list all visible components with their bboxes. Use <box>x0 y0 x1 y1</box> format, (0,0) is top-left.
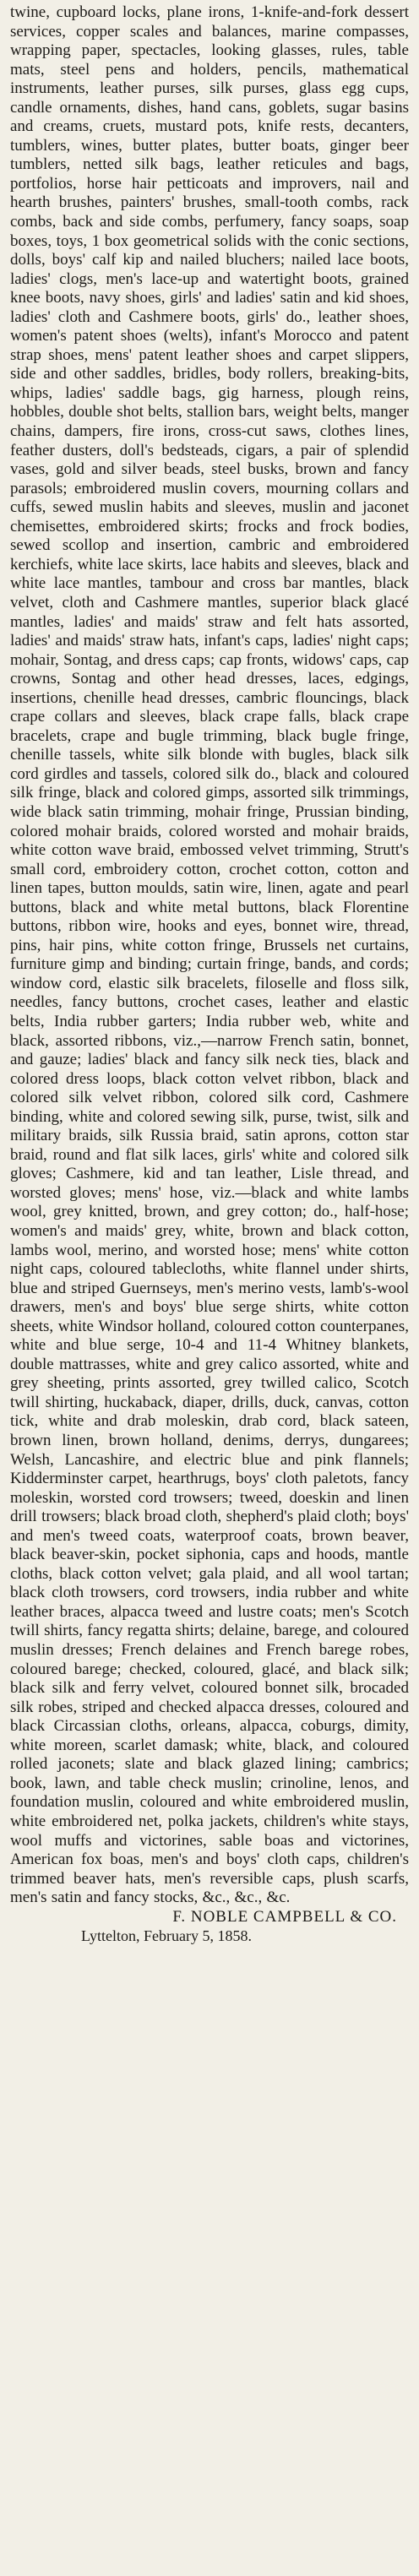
advertisement-body-text: twine, cupboard locks, plane irons, 1-knife-and-fork dessert services, copper scales and balances, marine compasses, wrapping paper, spectacles, looking glasses, rules, table mats, steel pens and holders, pencils, mathematical instruments, leather purses, silk purses, glass egg cups, candle ornaments, dishes, hand cans, goblets, sugar basins and creams, cruets, mustard pots, knife rests, decanters, tumblers, wines, butter plates, butter boats, ginger beer tumblers, netted silk bags, leather reticules and bags, portfolios, horse hair petticoats and improvers, nail and hearth brushes, painters' brushes, small-tooth combs, rack combs, back and side combs, perfumery, fancy soaps, soap boxes, toys, 1 box geometrical solids with the conic sections, dolls, boys' calf kip and nailed bluchers; nailed lace boots, ladies' clogs, men's lace-up and watertight boots, grained knee boots, navy shoes, girls' and ladies' satin and kid shoes, ladies' cloth and Cashmere boots, girls' do., leather shoes, women's patent shoes (welts), infant's Morocco and patent strap shoes, mens' patent leather shoes and carpet slippers, side and other saddles, bridles, body rollers, breaking-bits, whips, ladies' saddle bags, gig harness, plough reins, hobbles, double shot belts, stallion bars, weight belts, manger chains, dampers, fire irons, cross-cut saws, clothes lines, feather dusters, doll's bedsteads, cigars, a pair of splendid vases, gold and silver beads, steel busks, brown and fancy parasols; embroidered muslin covers, mourning collars and cuffs, sewed muslin habits and sleeves, muslin and jaconet chemisettes, embroidered skirts; frocks and frock bodies, sewed scollop and insertion, cambric and embroidered kerchiefs, white lace skirts, lace habits and sleeves, black and white lace mantles, tambour and cross bar mantles, black velvet, cloth and Cashmere mantles, superior black glacé mantles, ladies' and maids' straw and felt hats assorted, ladies' and maids' straw hats, infant's caps, ladies' night caps; mohair, Sontag, and dress caps; cap fronts, widows' caps, cap crowns, Sontag and other head dresses, laces, edgings, insertions, chenille head dresses, cambric flouncings, black crape collars and sleeves, black crape falls, black crape bracelets, crape and bugle trimming, black bugle fringe, chenille tassels, white silk blonde with bugles, black silk cord girdles and tassels, colored silk do., black and coloured silk fringe, black and colored gimps, assorted silk trimmings, wide black satin trimming, mohair fringe, Prussian binding, colored mohair braids, colored worsted and mohair braids, white cotton wave braid, embossed velvet trimming, Strutt's small cord, embroidery cotton, crochet cotton, cotton and linen tapes, button moulds, satin wire, linen, agate and pearl buttons, black and white metal buttons, black Florentine buttons, ribbon wire, hooks and eyes, bonnet wire, thread, pins, hair pins, white cotton fringe, Brussels net curtains, furniture gimp and binding; curtain fringe, bands, and cords; window cord, elastic silk bracelets, filoselle and floss silk, needles, fancy buttons, crochet cases, leather and elastic belts, India rubber garters; India rubber web, white and black, assorted ribbons, viz.,—narrow French satin, bonnet, and gauze; ladies' black and fancy silk neck ties, black and colored dress loops, black cotton velvet ribbon, black and colored silk velvet ribbon, colored silk cord, Cashmere binding, white and colored sewing silk, purse, twist, silk and military braids, silk Russia braid, satin aprons, cotton star braid, round and flat silk laces, girls' white and colored silk gloves; Cashmere, kid and tan leather, Lisle thread, and worsted gloves; mens' hose, viz.—black and white lambs wool, grey knitted, brown, and grey cotton; do., half-hose; women's and maids' grey, white, brown and black cotton, lambs wool, merino, and worsted hose; mens' white cotton night caps, coloured tablecloths, white flannel under shirts, blue and striped Guernseys, men's merino vests, lamb's-wool drawers, men's and boys' blue serge shirts, white cotton sheets, white Windsor holland, coloured cotton counterpanes, white and blue serge, 10-4 and 11-4 Whitney blankets, double mattrasses, white and grey calico assorted, white and grey sheeting, prints assorted, grey twilled calico, Scotch twill shirting, huckaback, diaper, drills, duck, canvas, cotton tick, white and drab moleskin, drab cord, black sateen, brown linen, brown holland, denims, derrys, dungarees; Welsh, Lancashire, and electric blue and pink flannels; Kidderminster carpet, hearthrugs, boys' cloth paletots, fancy moleskin, worsted cord trowsers; tweed, doeskin and linen drill trowsers; black broad cloth, shepherd's plaid cloth; boys' and men's tweed coats, waterproof coats, brown beaver, black beaver-skin, pocket siphonia, caps and hoods, mantle cloths, black cotton velvet; gala plaid, and all wool tartan; black cloth trowsers, cord trowsers, india rubber and white leather braces, alpacca tweed and lustre coats; men's Scotch twill shirts, fancy regatta shirts; delaine, barege, and coloured muslin dresses; French delaines and French barege robes, coloured barege; checked, coloured, glacé, and black silk; black silk and ferry velvet, coloured bonnet silk, brocaded silk robes, striped and checked alpacca dresses, coloured and black Circassian cloths, orleans, alpacca, coburgs, dimity, white moreen, scarlet damask; white, black, and coloured rolled jaconets; slate and black glazed lining; cambrics; book, lawn, and table check muslin; crinoline, lenos, and foundation muslin, coloured and white embroidered muslin, white embroidered net, polka jackets, children's white stays, wool muffs and victorines, sable boas and victorines, American fox boas, men's and boys' cloth caps, children's trimmed beaver hats, men's reversible caps, plush scarfs, men's satin and fancy stocks, &c., &c., &c. <box>10 3 409 1907</box>
dateline <box>10 1927 409 1945</box>
merchant-signature: F. NOBLE CAMPBELL & CO. <box>172 1907 397 1926</box>
dateline-date: February 5, 1858. <box>144 1927 252 1945</box>
dateline-place: Lyttelton, <box>81 1927 140 1945</box>
